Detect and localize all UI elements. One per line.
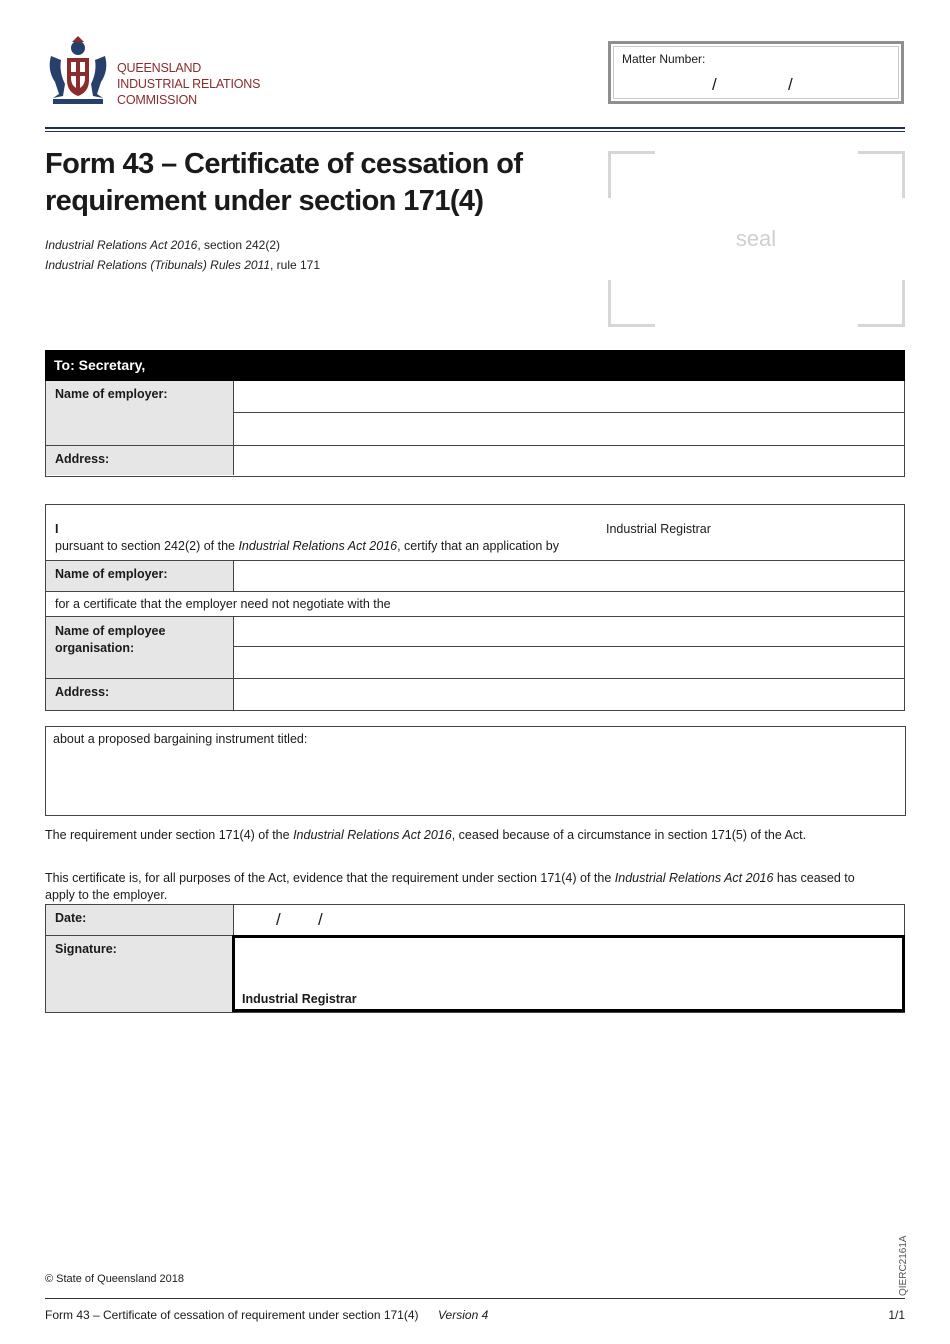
footer-form-name: Form 43 – Certificate of cessation of requirement under section 171(4) <box>45 1308 419 1322</box>
footer-version: Version 4 <box>438 1308 489 1322</box>
header-rule <box>45 127 905 129</box>
statement-part: has ceased to apply to the employer. <box>45 871 855 902</box>
address-label: Address: <box>46 679 234 710</box>
act-name: Industrial Relations Act 2016 <box>45 238 198 252</box>
date-input[interactable] <box>234 905 904 935</box>
employer-name-label: Name of employer: <box>46 561 234 591</box>
pursuant-text-part: pursuant to section 242(2) of the <box>55 539 239 553</box>
organisation-name-label: Name of employee organisation: <box>46 617 234 678</box>
instrument-title-label: about a proposed bargaining instrument titled: <box>53 732 308 746</box>
commission-logo <box>45 36 275 108</box>
logo-text <box>117 60 260 108</box>
employer-name-label: Name of employer: <box>46 381 234 445</box>
matter-number-separator: / <box>788 75 793 94</box>
divider <box>46 591 904 592</box>
addressee-table <box>45 381 905 477</box>
logo-line: QUEENSLAND <box>117 61 202 75</box>
address-label: Address: <box>46 446 234 475</box>
matter-number-box[interactable] <box>608 41 904 104</box>
section-header: To: Secretary, <box>45 350 905 381</box>
pursuant-text-part: , certify that an application by <box>397 539 560 553</box>
coat-of-arms-icon <box>45 36 111 106</box>
seal-corner <box>858 280 905 327</box>
date-separator: / <box>318 910 323 929</box>
seal-corner <box>608 280 655 327</box>
instrument-title-box[interactable] <box>45 726 906 816</box>
seal-label: seal <box>735 226 777 251</box>
pursuant-text <box>55 539 559 553</box>
statement-part: The requirement under section 171(4) of the <box>45 828 294 842</box>
statement-part: , ceased because of a circumstance in section 171(5) of the Act. <box>451 828 807 842</box>
evidence-statement <box>45 870 865 904</box>
matter-number-separator: / <box>712 75 717 94</box>
certification-section <box>45 504 905 711</box>
matter-number-label: Matter Number: <box>622 52 706 66</box>
signature-registrar-title: Industrial Registrar <box>242 992 357 1006</box>
address-input[interactable] <box>234 679 904 710</box>
signature-box[interactable] <box>232 935 905 1012</box>
act-name: Industrial Relations Act 2016 <box>293 828 452 842</box>
organisation-name-input-1[interactable] <box>234 617 904 646</box>
footer-rule <box>45 1298 905 1299</box>
copyright: © State of Queensland 2018 <box>45 1273 184 1285</box>
page-title: Form 43 – Certificate of cessation of requirement under section 171(4) <box>45 148 523 217</box>
i-label: I <box>55 522 59 536</box>
legislation-ref <box>45 238 280 252</box>
addressee-section <box>45 350 905 477</box>
registrar-name-input[interactable] <box>76 519 596 539</box>
header-rule <box>45 131 905 132</box>
logo-line: INDUSTRIAL RELATIONS <box>117 77 261 91</box>
registrar-title: Industrial Registrar <box>606 522 711 536</box>
organisation-name-input-2[interactable] <box>234 647 904 678</box>
legislation-ref <box>45 258 320 272</box>
signoff-table <box>45 904 905 1013</box>
employer-name-input-2[interactable] <box>234 413 904 445</box>
date-separator: / <box>276 910 281 929</box>
page-number: 1/1 <box>888 1308 905 1322</box>
statement-part: This certificate is, for all purposes of the Act, evidence that the requirement under section 171(4) of the <box>45 871 615 885</box>
employer-name-input[interactable] <box>234 561 904 591</box>
logo-line: COMMISSION <box>117 93 197 107</box>
employer-name-input-1[interactable] <box>234 381 904 412</box>
signature-label: Signature: <box>46 936 234 1012</box>
address-input[interactable] <box>234 446 904 475</box>
act-section: , rule 171 <box>270 258 321 272</box>
date-label: Date: <box>46 905 234 935</box>
act-name: Industrial Relations (Tribunals) Rules 2011 <box>45 258 270 272</box>
act-name: Industrial Relations Act 2016 <box>238 539 398 553</box>
certificate-text: for a certificate that the employer need not negotiate with the <box>55 597 391 611</box>
cessation-statement <box>45 827 845 844</box>
seal-corner <box>608 151 655 198</box>
act-section: , section 242(2) <box>197 238 281 252</box>
seal-corner <box>858 151 905 198</box>
act-name: Industrial Relations Act 2016 <box>614 871 774 885</box>
form-code: QIERC2161A <box>898 1235 909 1296</box>
